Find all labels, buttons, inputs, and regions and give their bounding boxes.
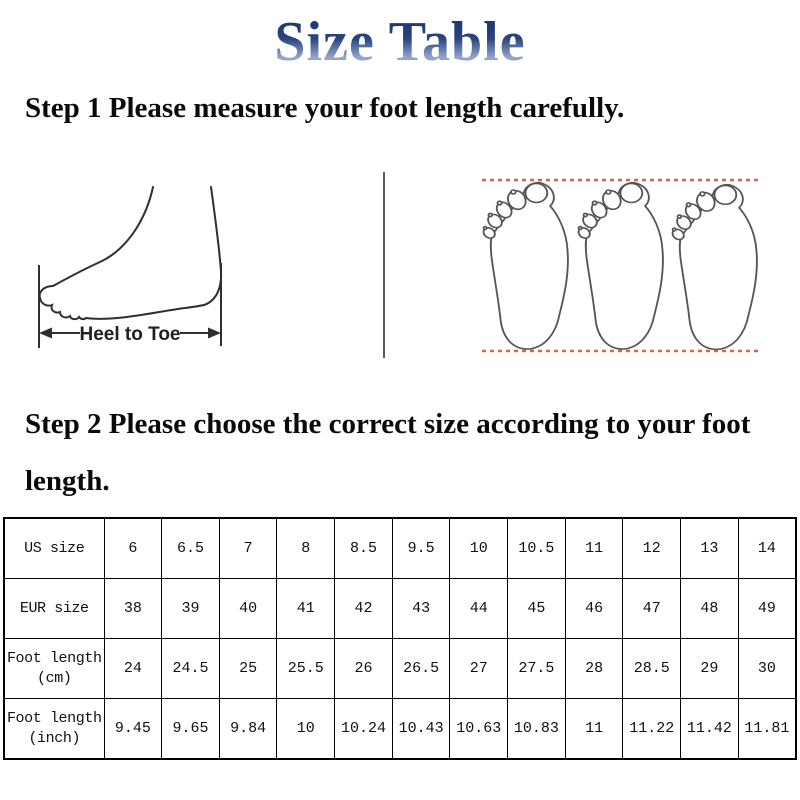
size-cell: 9.5 (392, 518, 450, 579)
toes-line (40, 286, 86, 319)
size-cell: 11 (565, 518, 623, 579)
row-label: US size (4, 518, 104, 579)
size-cell: 8 (277, 518, 335, 579)
size-cell: 25 (219, 639, 277, 699)
size-cell: 26 (335, 639, 393, 699)
table-row (4, 699, 796, 760)
table-row (4, 579, 796, 639)
size-cell: 28.5 (623, 639, 681, 699)
size-cell: 13 (681, 518, 739, 579)
row-label: EUR size (4, 579, 104, 639)
size-cell: 11.81 (738, 699, 796, 760)
footprint-middle (576, 183, 663, 349)
size-table (3, 517, 797, 760)
size-cell: 45 (508, 579, 566, 639)
size-cell: 27 (450, 639, 508, 699)
size-cell: 30 (738, 639, 796, 699)
size-cell: 12 (623, 518, 681, 579)
size-cell: 48 (681, 579, 739, 639)
size-cell: 7 (219, 518, 277, 579)
size-cell: 11.22 (623, 699, 681, 760)
row-label: Foot length (inch) (4, 699, 104, 760)
size-cell: 42 (335, 579, 393, 639)
size-cell: 9.84 (219, 699, 277, 760)
vertical-divider (383, 172, 385, 358)
step2-line2: length. (25, 465, 110, 497)
size-cell: 41 (277, 579, 335, 639)
step2-line1: Step 2 Please choose the correct size according to your foot (25, 408, 751, 440)
size-cell: 29 (681, 639, 739, 699)
footprint-right (670, 185, 757, 350)
size-cell: 38 (104, 579, 162, 639)
size-cell: 11.42 (681, 699, 739, 760)
ankle-front-line (53, 187, 153, 286)
size-cell: 10.63 (450, 699, 508, 760)
step2-heading (25, 396, 750, 510)
foot-side-outline (40, 187, 221, 319)
size-cell: 24.5 (162, 639, 220, 699)
size-cell: 6 (104, 518, 162, 579)
footprint-left (481, 183, 568, 349)
size-cell: 25.5 (277, 639, 335, 699)
heel-to-toe-label: Heel to Toe (79, 324, 181, 345)
row-label: Foot length (cm) (4, 639, 104, 699)
size-cell: 49 (738, 579, 796, 639)
size-cell: 24 (104, 639, 162, 699)
size-cell: 44 (450, 579, 508, 639)
size-cell: 9.65 (162, 699, 220, 760)
size-cell: 10.43 (392, 699, 450, 760)
table-row (4, 639, 796, 699)
size-cell: 8.5 (335, 518, 393, 579)
size-cell: 9.45 (104, 699, 162, 760)
size-cell: 10 (277, 699, 335, 760)
size-cell: 6.5 (162, 518, 220, 579)
size-cell: 40 (219, 579, 277, 639)
size-cell: 11 (565, 699, 623, 760)
page-title: Size Table (0, 12, 800, 76)
step1-heading: Step 1 Please measure your foot length carefully. (25, 92, 625, 124)
size-cell: 47 (623, 579, 681, 639)
size-cell: 43 (392, 579, 450, 639)
size-cell: 46 (565, 579, 623, 639)
heel-back-line (204, 187, 221, 305)
size-cell: 10.24 (335, 699, 393, 760)
size-cell: 14 (738, 518, 796, 579)
size-cell: 26.5 (392, 639, 450, 699)
table-row (4, 518, 796, 579)
size-cell: 10 (450, 518, 508, 579)
size-cell: 10.5 (508, 518, 566, 579)
footprints-figure (470, 163, 770, 363)
size-cell: 28 (565, 639, 623, 699)
foot-measure-figure (20, 158, 260, 368)
sole-line (86, 305, 204, 319)
size-cell: 27.5 (508, 639, 566, 699)
size-cell: 10.83 (508, 699, 566, 760)
size-cell: 39 (162, 579, 220, 639)
